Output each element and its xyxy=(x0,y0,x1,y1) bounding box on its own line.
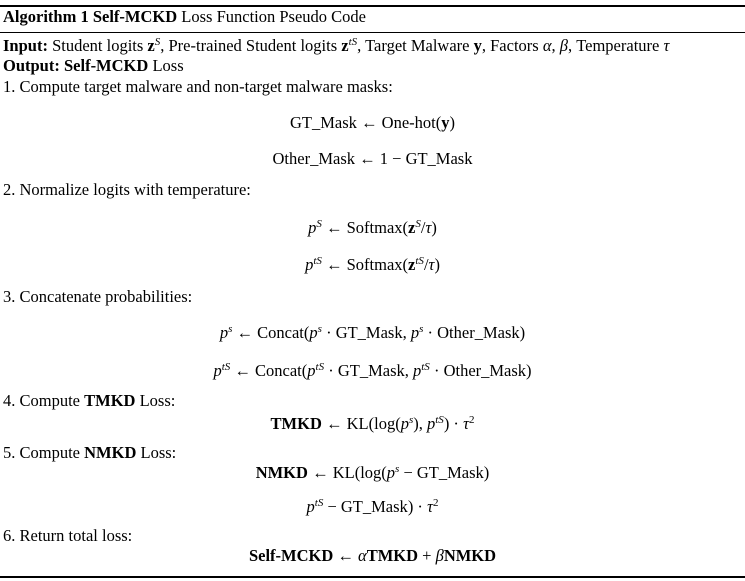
step-1: 1. Compute target malware and non-target malware masks: xyxy=(3,77,393,96)
equation-gt-mask: GT_Mask ← One-hot(y) xyxy=(290,113,455,132)
algorithm-name: Self-MCKD xyxy=(92,7,178,26)
equation-concat-student: $p^s$ ← $Concat(p^s$ · GT_Mask, $p^s$ · Other_Mask) xyxy=(219,323,526,342)
equation-tmkd: TMKD ← $KL(\log(p^s)$, $p^{tS}) \cdot \tau^2$ xyxy=(270,414,475,433)
step-6: 6. Return total loss: xyxy=(3,526,133,545)
equation-concat-pretrained: $p^{tS}$ ← $Concat(p^{tS}$ · GT_Mask, $p^{tS}$ · Other_Mask) xyxy=(213,361,532,380)
equation-other-mask: Other_Mask ← 1 − GT_Mask xyxy=(272,149,473,168)
step-2: 2. Normalize logits with temperature: xyxy=(3,180,251,199)
header-rule xyxy=(0,32,745,33)
algorithm-title-rest: Loss Function Pseudo Code xyxy=(177,7,366,26)
output-label: Output: xyxy=(3,56,60,75)
step-4: 4. Compute TMKD Loss: xyxy=(3,391,176,410)
equation-nmkd-line1: NMKD ← $KL(\log(p^s$ − GT_Mask) xyxy=(255,463,490,482)
equation-self-mckd: Self-MCKD ← αTMKD + βNMKD xyxy=(248,546,497,565)
input-label: Input: xyxy=(3,36,48,55)
equation-nmkd-line2: $p^{tS}$ − GT_Mask) · $\tau^2$ xyxy=(306,497,439,516)
step-5: 5. Compute NMKD Loss: xyxy=(3,443,177,462)
output-line: Output: Self-MCKD Loss xyxy=(3,56,184,75)
algorithm-header xyxy=(3,7,366,27)
input-line: Input: Student logits $z^S$, Pre-trained Student logits $z^{tS}$, Target Malware y, Factors α, β, Temperature τ xyxy=(3,36,670,55)
equation-softmax-student: $p^S$ ← $Softmax(z^S/\tau)$ xyxy=(308,218,437,237)
algorithm-label: Algorithm 1 xyxy=(3,7,89,26)
bottom-rule xyxy=(0,576,745,578)
step-3: 3. Concatenate probabilities: xyxy=(3,287,193,306)
equation-softmax-pretrained: $p^{tS}$ ← $Softmax(z^{tS}/\tau)$ xyxy=(305,255,440,274)
